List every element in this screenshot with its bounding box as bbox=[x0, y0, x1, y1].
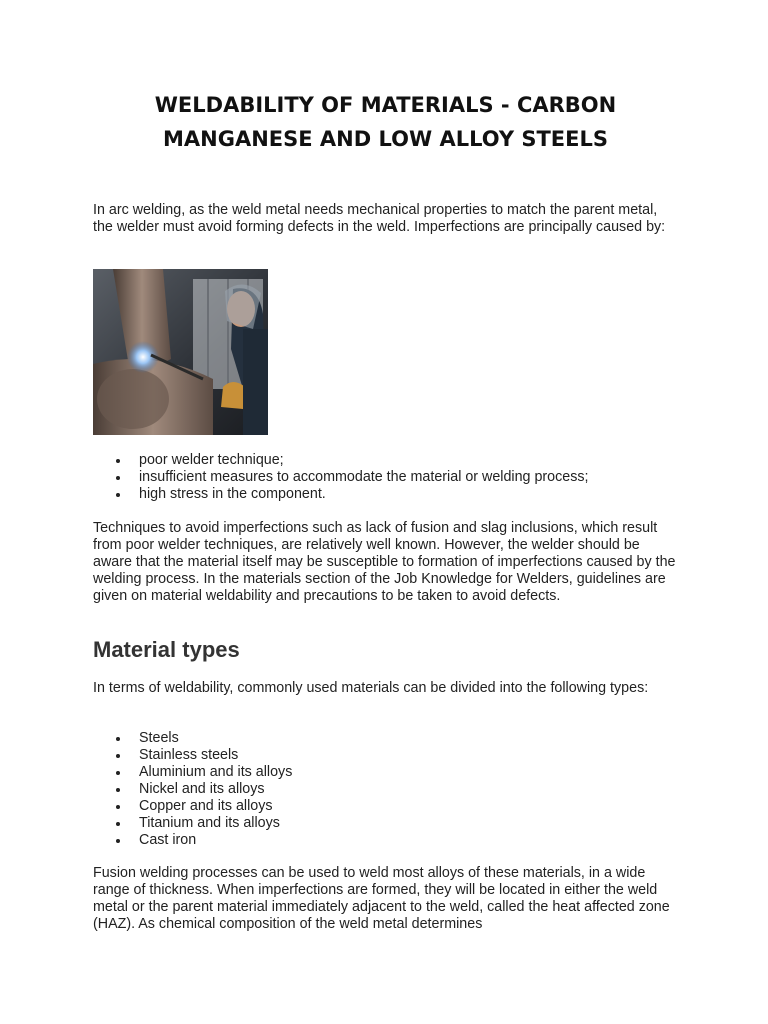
document-title bbox=[93, 88, 678, 156]
intro-paragraph: In arc welding, as the weld metal needs mechanical properties to match the parent metal, the welder must avoid forming defects in the weld. Imperfections are principally caused by: bbox=[93, 202, 666, 235]
list-item: Copper and its alloys bbox=[93, 798, 678, 815]
list-item: Steels bbox=[93, 730, 678, 747]
document-title-line-1: WELDABILITY OF MATERIALS - CARBON bbox=[154, 93, 617, 117]
list-item: Aluminium and its alloys bbox=[93, 764, 678, 781]
list-item: Cast iron bbox=[93, 832, 678, 849]
section-heading: Material types bbox=[93, 637, 240, 662]
list-item: Titanium and its alloys bbox=[93, 815, 678, 832]
fusion-paragraph: Fusion welding processes can be used to weld most alloys of these materials, in a wide range of thickness. When imperfections are formed, they will be located in either the weld metal or the parent material immediately adjacent to the weld, called the heat affected zone (HAZ). As chemical composition of the weld metal determines bbox=[93, 865, 670, 932]
welder-photo-icon bbox=[93, 269, 268, 435]
techniques-paragraph: Techniques to avoid imperfections such as lack of fusion and slag inclusions, which result from poor welder techniques, are relatively well known. However, the welder should be aware that the material itself may be susceptible to formation of imperfections caused by the welding process. In the materials section of the Job Knowledge for Welders, guidelines are given on material weldability and precautions to be taken to avoid defects. bbox=[93, 520, 676, 604]
document-title-line-2: MANGANESE AND LOW ALLOY STEELS bbox=[163, 127, 608, 151]
list-item: poor welder technique; bbox=[93, 452, 678, 469]
list-item: Nickel and its alloys bbox=[93, 781, 678, 798]
list-item: insufficient measures to accommodate the material or welding process; bbox=[93, 469, 678, 486]
list-item: Stainless steels bbox=[93, 747, 678, 764]
welder-photo bbox=[93, 269, 268, 435]
causes-list bbox=[93, 452, 678, 503]
materials-list bbox=[93, 730, 678, 849]
list-item: high stress in the component. bbox=[93, 486, 678, 503]
types-intro-paragraph: In terms of weldability, commonly used materials can be divided into the following types: bbox=[93, 680, 649, 696]
